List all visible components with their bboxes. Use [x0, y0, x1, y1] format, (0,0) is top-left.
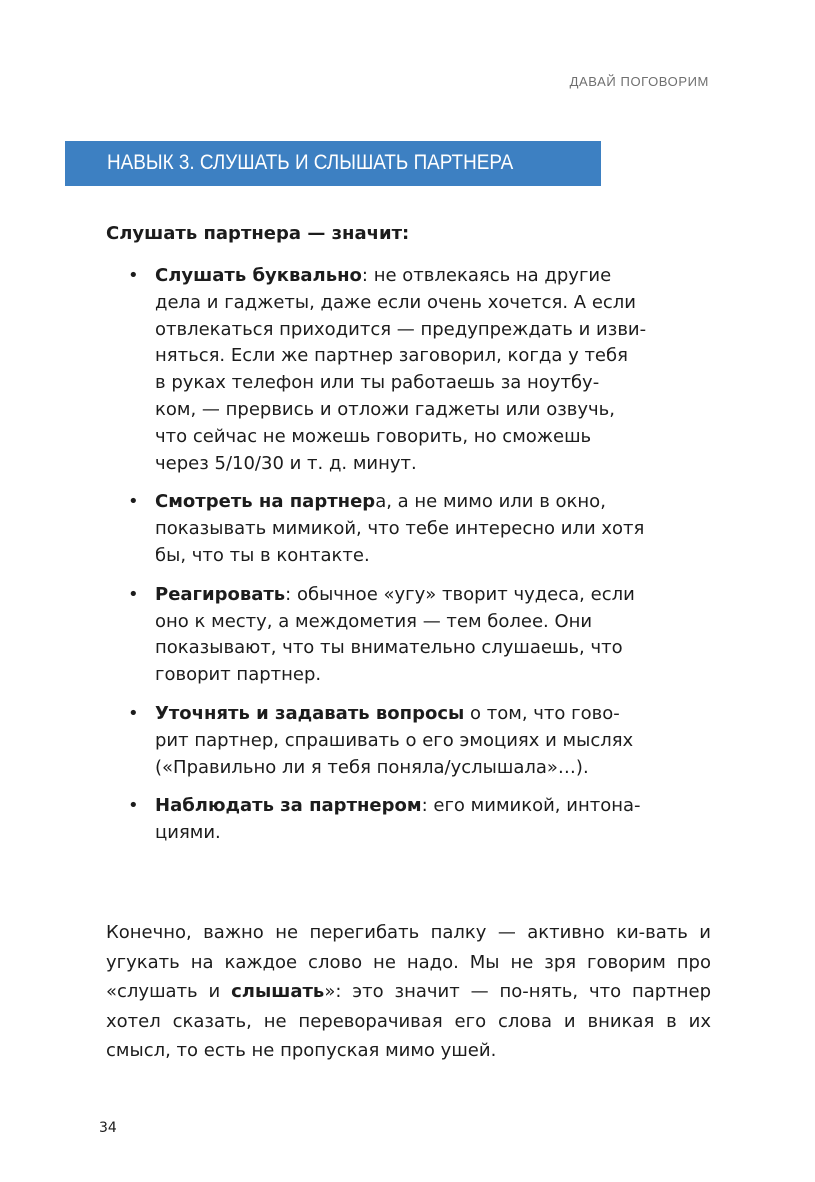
bullet-line: оно к месту, а междометия — тем более. Они	[155, 610, 593, 632]
paragraph-text: Конечно, важно не перегибать палку — активно ки-вать и угукать на каждое слово не надо. Мы не зря говорим про «слушать и	[106, 922, 711, 1002]
bullet-line: : его мимикой, интона-	[421, 795, 641, 817]
bullet-item-observe	[128, 793, 713, 847]
bullet-list	[128, 263, 713, 859]
bullet-bold: Смотреть на партнер	[155, 491, 376, 513]
bullet-bold: Наблюдать за партнером	[155, 795, 422, 817]
lead-text: Слушать партнера — значит:	[106, 223, 410, 244]
bullet-line: говорит партнер.	[155, 664, 322, 686]
bullet-item-react	[128, 582, 713, 689]
bullet-line: что сейчас не можешь говорить, но сможешь	[155, 425, 592, 447]
bullet-item-listen-literally	[128, 263, 713, 477]
paragraph-bold: слышать	[231, 981, 325, 1002]
bullet-line: циями.	[155, 822, 221, 844]
bullet-bold: Уточнять и задавать вопросы	[155, 702, 465, 724]
section-banner	[65, 141, 604, 186]
banner-edge	[601, 141, 604, 186]
bullet-line: показывать мимикой, что тебе интересно или хотя	[155, 518, 645, 540]
bullet-line: ком, — прервись и отложи гаджеты или озвучь,	[155, 398, 616, 420]
bullet-line: : обычное «угу» творит чудеса, если	[285, 583, 635, 605]
running-head: ДАВАЙ ПОГОВОРИМ	[569, 74, 709, 89]
bullet-bold: Реагировать	[155, 583, 286, 605]
bullet-marker: •	[128, 795, 139, 817]
bullet-marker: •	[128, 583, 139, 605]
bullet-line: а, а не мимо или в окно,	[375, 491, 606, 513]
bullet-item-look-at-partner	[128, 489, 713, 569]
bullet-line: о том, что гово-	[464, 702, 620, 724]
bullet-line: показывают, что ты внимательно слушаешь, что	[155, 637, 623, 659]
page-number: 34	[99, 1120, 117, 1136]
bullet-marker: •	[128, 265, 139, 286]
bullet-marker: •	[128, 702, 139, 724]
section-title: НАВЫК 3. СЛУШАТЬ И СЛЫШАТЬ ПАРТНЕРА	[107, 151, 514, 174]
bullet-line: через 5/10/30 и т. д. минут.	[155, 452, 417, 474]
bullet-line: бы, что ты в контакте.	[155, 544, 370, 566]
bullet-marker: •	[128, 491, 139, 513]
bullet-line: отвлекаться приходится — предупреждать и изви-	[155, 318, 647, 340]
bullet-line: : не отвлекаясь на другие	[361, 265, 612, 286]
body-paragraph	[106, 918, 711, 1066]
paragraph-text: »: это значит — по-нять, что партнер хотел сказать, не переворачивая его слова и вникая в их смысл, то есть не пропуская мимо ушей.	[106, 981, 711, 1061]
bullet-line: дела и гаджеты, даже если очень хочется. А если	[155, 291, 636, 313]
bullet-line: рит партнер, спрашивать о его эмоциях и мыслях	[155, 729, 634, 751]
bullet-line: в руках телефон или ты работаешь за ноутбу-	[155, 372, 600, 394]
bullet-line: няться. Если же партнер заговорил, когда у тебя	[155, 345, 628, 367]
bullet-line: («Правильно ли я тебя поняла/услышала»…).	[155, 756, 589, 778]
bullet-bold: Слушать буквально	[155, 265, 362, 286]
bullet-item-ask-questions	[128, 701, 713, 781]
